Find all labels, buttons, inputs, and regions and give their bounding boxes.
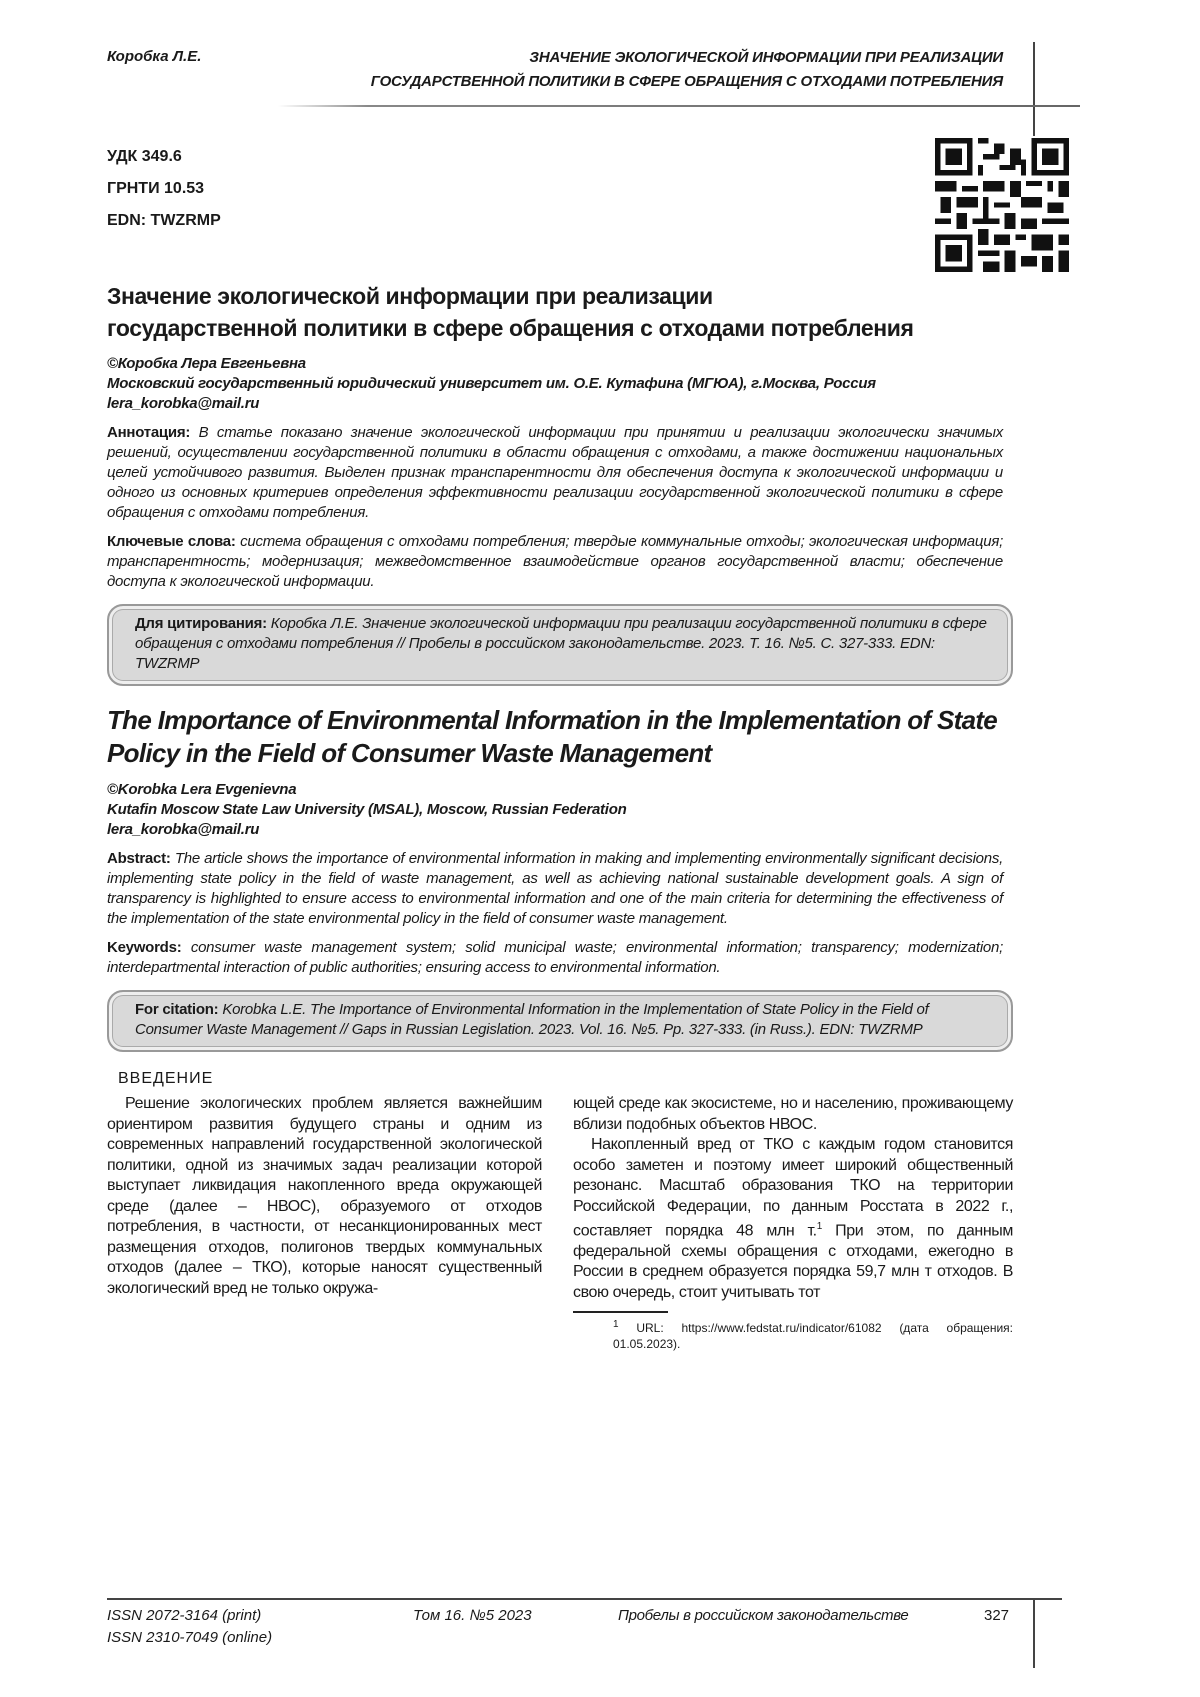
running-title-line: ГОСУДАРСТВЕННОЙ ПОЛИТИКИ В СФЕРЕ ОБРАЩЕНИЯ С ОТХОДАМИ ПОТРЕБЛЕНИЯ — [370, 73, 1003, 90]
abstract-en — [107, 849, 1003, 929]
running-author: Коробка Л.Е. — [107, 48, 202, 65]
affiliation: Московский государственный юридический университет им. О.Е. Кутафина (МГЮА), г.Москва, Россия — [107, 375, 876, 392]
volume: Том 16. №5 2023 — [413, 1607, 532, 1624]
issn-print: ISSN 2072-3164 (print) — [107, 1607, 262, 1624]
keywords-ru — [107, 532, 1003, 592]
running-title — [203, 46, 1003, 94]
footer-vertical-rule — [1033, 1598, 1035, 1668]
abstract-label: Аннотация: — [107, 424, 191, 441]
citation-box-en — [107, 990, 1013, 1052]
page-number: 327 — [984, 1607, 1010, 1624]
body-paragraph — [573, 1135, 1013, 1303]
header-vertical-rule — [1033, 42, 1035, 136]
header-horizontal-rule — [278, 105, 1080, 107]
running-title-line: ЗНАЧЕНИЕ ЭКОЛОГИЧЕСКОЙ ИНФОРМАЦИИ ПРИ РЕАЛИЗАЦИИ — [529, 49, 1003, 66]
issn-online: ISSN 2310-7049 (online) — [107, 1629, 273, 1646]
body-right-column — [573, 1094, 1013, 1352]
body-paragraph: Решение экологических проблем является важнейшим ориентиром развития будущего страны и одним из современных направлений государственной экологической политики, одной из значимых задач реализации которой выступает ликвидация накопленного вреда окружающей среде (далее – НВОС), образуемого от отходов потребления, в частности, от несанкционированных мест размещения отходов, полигонов твердых коммунальных отходов (далее – ТКО), которые наносят существенный экологический вред не только окружа- — [107, 1095, 542, 1297]
author-email[interactable]: lera_korobka@mail.ru — [107, 395, 260, 412]
footnote — [613, 1317, 1013, 1352]
body-columns — [107, 1094, 1013, 1352]
author-name: ©Коробка Лера Евгеньевна — [107, 355, 306, 372]
text: При этом, по данным федеральной схемы обращения с отходами, ежегодно в России в среднем образуется порядка 59,7 млн т отходов. В свою очередь, стоит учитывать тот — [573, 1222, 1013, 1301]
text: Накопленный вред от ТКО с каждым годом становится особо заметен и поэтому имеет широкий общественный резонанс. Масштаб образования ТКО на территории Российской Федерации, по данным Росстата в 2022 г., составляет порядка 48 млн т. — [573, 1136, 1013, 1240]
article-title-ru — [107, 280, 1007, 344]
citation-text: Коробка Л.Е. Значение экологической информации при реализации государственной политики в сфере обращения с отходами потребления // Пробелы в российском законодательстве. 2023. Т. 16. №5. С. 327-333. EDN: TWZRMP — [135, 615, 987, 672]
grnti: ГРНТИ 10.53 — [107, 180, 205, 197]
section-heading: ВВЕДЕНИЕ — [118, 1070, 214, 1087]
keywords-text: consumer waste management system; solid municipal waste; environmental information; transparency; modernization; interdepartmental interaction of public authorities; ensuring access to environmental information. — [107, 939, 1003, 976]
citation-label: Для цитирования: — [135, 615, 267, 632]
footer-rule — [107, 1598, 1062, 1600]
journal-name: Пробелы в российском законодательстве — [618, 1607, 909, 1624]
citation-text: Korobka L.E. The Importance of Environmental Information in the Implementation of State Policy in the Field of Consumer Waste Management // Gaps in Russian Legislation. 2023. Vol. 16. №5. Pp. 327-333. (in Russ.). EDN: TWZRMP — [135, 1001, 929, 1038]
footnote-text: URL: https://www.fedstat.ru/indicator/61082 (дата обращения: 01.05.2023). — [613, 1321, 1013, 1352]
abstract-label: Abstract: — [107, 850, 171, 867]
body-left-column — [107, 1094, 542, 1352]
keywords-label: Ключевые слова: — [107, 533, 236, 550]
edn: EDN: TWZRMP — [107, 212, 221, 229]
citation-label: For citation: — [135, 1001, 219, 1018]
abstract-ru — [107, 423, 1003, 523]
body-paragraph: ющей среде как экосистеме, но и населению, проживающему вблизи подобных объектов НВОС. — [573, 1095, 1013, 1133]
abstract-text: The article shows the importance of environmental information in making and implementing environmentally significant decisions, implementing state policy in the field of waste management, as well as achieving national sustainable development goals. A sign of transparency is highlighted to ensure access to environmental information and one of the main criteria for determining the effectiveness of the implementation of the state environmental policy in the field of consumer waste management. — [107, 850, 1003, 927]
author-block-en — [107, 780, 1013, 840]
keywords-label: Keywords: — [107, 939, 182, 956]
author-email[interactable]: lera_korobka@mail.ru — [107, 821, 260, 838]
udk: УДК 349.6 — [107, 148, 182, 165]
title-line: государственной политики в сфере обращения с отходами потребления — [107, 315, 914, 341]
keywords-text: система обращения с отходами потребления; твердые коммунальные отходы; экологическая информация; транспарентность; модернизация; межведомственное взаимодействие органов государственной власти; обеспечение доступа к экологической информации. — [107, 533, 1003, 590]
affiliation: Kutafin Moscow State Law University (MSAL), Moscow, Russian Federation — [107, 801, 627, 818]
article-content — [107, 280, 1013, 1352]
classification-codes — [107, 141, 221, 237]
footnote-rule — [573, 1311, 668, 1313]
author-block-ru — [107, 354, 1013, 414]
author-name: ©Korobka Lera Evgenievna — [107, 781, 297, 798]
abstract-text: В статье показано значение экологической информации при принятии и реализации экологически значимых решений, осуществлении государственной политики в области обращения с отходами, а также достижении национальных целей устойчивого развития. Выделен признак транспарентности для обеспечения доступа к экологической информации и одного из основных критериев определения эффективности реализации государственной экологической политики в сфере обращения с отходами потребления. — [107, 424, 1003, 521]
keywords-en — [107, 938, 1003, 978]
footnote-number: 1 — [613, 1319, 619, 1331]
title-line: Значение экологической информации при реализации — [107, 283, 713, 309]
qr-code-icon — [935, 138, 1069, 272]
issn — [107, 1605, 272, 1649]
article-title-en: The Importance of Environmental Information in the Implementation of State Policy in the Field of Consumer Waste Management — [107, 705, 998, 768]
citation-box-ru — [107, 604, 1013, 686]
footnote-ref[interactable]: 1 — [816, 1221, 822, 1232]
